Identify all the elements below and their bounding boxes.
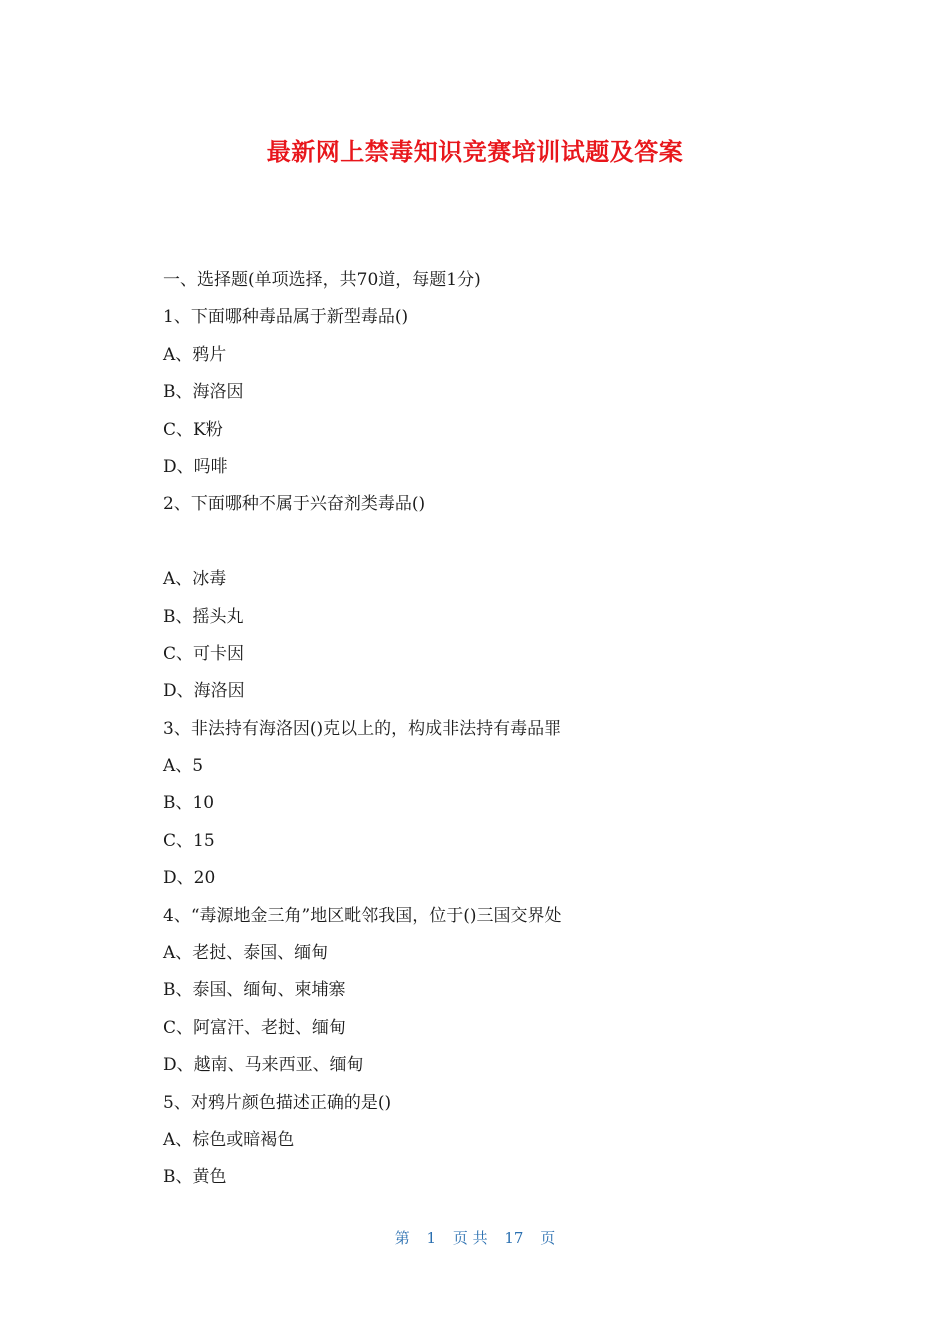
question-list [163,266,863,1201]
option-3c: C、15 [163,830,215,851]
question-4: 4、“毒源地金三角”地区毗邻我国，位于()三国交界处 [163,905,562,926]
option-4b: B、泰国、缅甸、柬埔寨 [163,980,346,1001]
page-footer [0,1227,950,1248]
option-5a: A、棕色或暗褐色 [163,1129,295,1150]
option-1d: D、吗啡 [163,456,228,477]
current-page-number: 1 [426,1229,437,1247]
option-1c: C、K粉 [163,419,223,440]
option-3d: D、20 [163,868,216,889]
total-pages-number: 17 [504,1229,524,1247]
option-2a: A、冰毒 [163,569,227,590]
question-5: 5、对鸦片颜色描述正确的是() [163,1092,392,1113]
document-title: 最新网上禁毒知识竞赛培训试题及答案 [266,138,684,166]
footer-suffix: 页 [540,1229,556,1247]
blank-line [163,528,863,565]
footer-prefix: 第 [394,1229,410,1247]
option-4d: D、越南、马来西亚、缅甸 [163,1055,364,1076]
section-heading: 一、选择题(单项选择，共70道，每题1分) [163,270,481,290]
option-2b: B、摇头丸 [163,606,244,627]
option-4c: C、阿富汗、老挝、缅甸 [163,1017,347,1038]
option-5b: B、黄色 [163,1167,227,1188]
option-1b: B、海洛因 [163,382,244,403]
question-2: 2、下面哪种不属于兴奋剂类毒品() [163,494,426,515]
question-3: 3、非法持有海洛因()克以上的，构成非法持有毒品罪 [163,718,562,739]
question-1: 1、下面哪种毒品属于新型毒品() [163,307,409,328]
option-2c: C、可卡因 [163,643,245,664]
option-1a: A、鸦片 [163,344,227,365]
option-4a: A、老挝、泰国、缅甸 [163,943,329,964]
option-3a: A、5 [163,756,204,777]
option-2d: D、海洛因 [163,681,245,702]
footer-middle: 页 共 [452,1229,488,1247]
option-3b: B、10 [163,793,215,814]
